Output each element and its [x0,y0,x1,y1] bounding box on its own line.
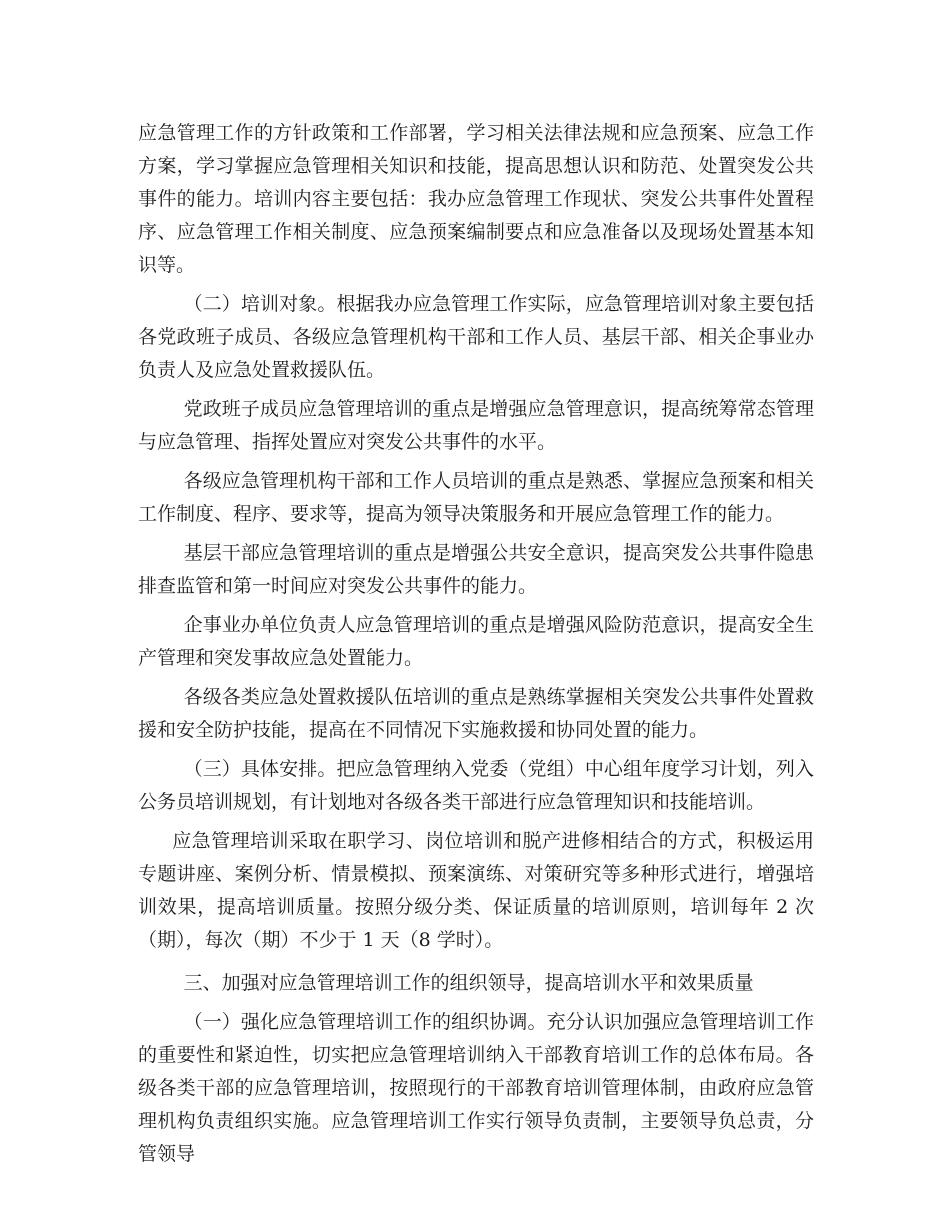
document-body [138,117,814,1171]
section-heading-three: 三、加强对应急管理培训工作的组织领导，提高培训水平和效果质量 [183,972,754,994]
paragraph-party-leaders: 党政班子成员应急管理培训的重点是增强应急管理意识，提高统筹常态管理与应急管理、指挥处置应对突发公共事件的水平。 [138,398,814,453]
paragraph-grassroots-cadres: 基层干部应急管理培训的重点是增强公共安全意识，提高突发公共事件隐患排查监管和第一时间应对突发公共事件的能力。 [138,542,814,597]
paragraph-organization-coordination: （一）强化应急管理培训工作的组织协调。充分认识加强应急管理培训工作的重要性和紧迫性，切实把应急管理培训纳入干部教育培训工作的总体布局。各级各类干部的应急管理培训，按照现行的干部教育培训管理体制，由政府应急管理机构负责组织实施。应急管理培训工作实行领导负责制，主要领导负总责，分管领导 [138,1011,814,1165]
paragraph-rescue-teams: 各级各类应急处置救援队伍培训的重点是熟练掌握相关突发公共事件处置救援和安全防护技能，提高在不同情况下实施救援和协同处置的能力。 [138,686,814,741]
paragraph-enterprise-heads: 企事业办单位负责人应急管理培训的重点是增强风险防范意识，提高安全生产管理和突发事故应急处置能力。 [138,614,814,669]
paragraph-training-targets: （二）培训对象。根据我办应急管理工作实际，应急管理培训对象主要包括各党政班子成员、各级应急管理机构干部和工作人员、基层干部、相关企事业办负责人及应急处置救援队伍。 [138,293,814,381]
paragraph-training-methods: 应急管理培训采取在职学习、岗位培训和脱产进修相结合的方式，积极运用专题讲座、案例分析、情景模拟、预案演练、对策研究等多种形式进行，增强培训效果，提高培训质量。按照分级分类、保证质量的培训原则，培训每年 2 次（期），每次（期）不少于 1 天（8 学时）。 [138,830,814,951]
paragraph-specific-arrangements: （三）具体安排。把应急管理纳入党委（党组）中心组年度学习计划，列入公务员培训规划，有计划地对各级各类干部进行应急管理知识和技能培训。 [138,758,814,813]
paragraph-continuation: 应急管理工作的方针政策和工作部署，学习相关法律法规和应急预案、应急工作方案，学习掌握应急管理相关知识和技能，提高思想认识和防范、处置突发公共事件的能力。培训内容主要包括：我办应急管理工作现状、突发公共事件处置程序、应急管理工作相关制度、应急预案编制要点和应急准备以及现场处置基本知识等。 [138,122,814,276]
paragraph-agency-staff: 各级应急管理机构干部和工作人员培训的重点是熟悉、掌握应急预案和相关工作制度、程序、要求等，提高为领导决策服务和开展应急管理工作的能力。 [138,470,814,525]
